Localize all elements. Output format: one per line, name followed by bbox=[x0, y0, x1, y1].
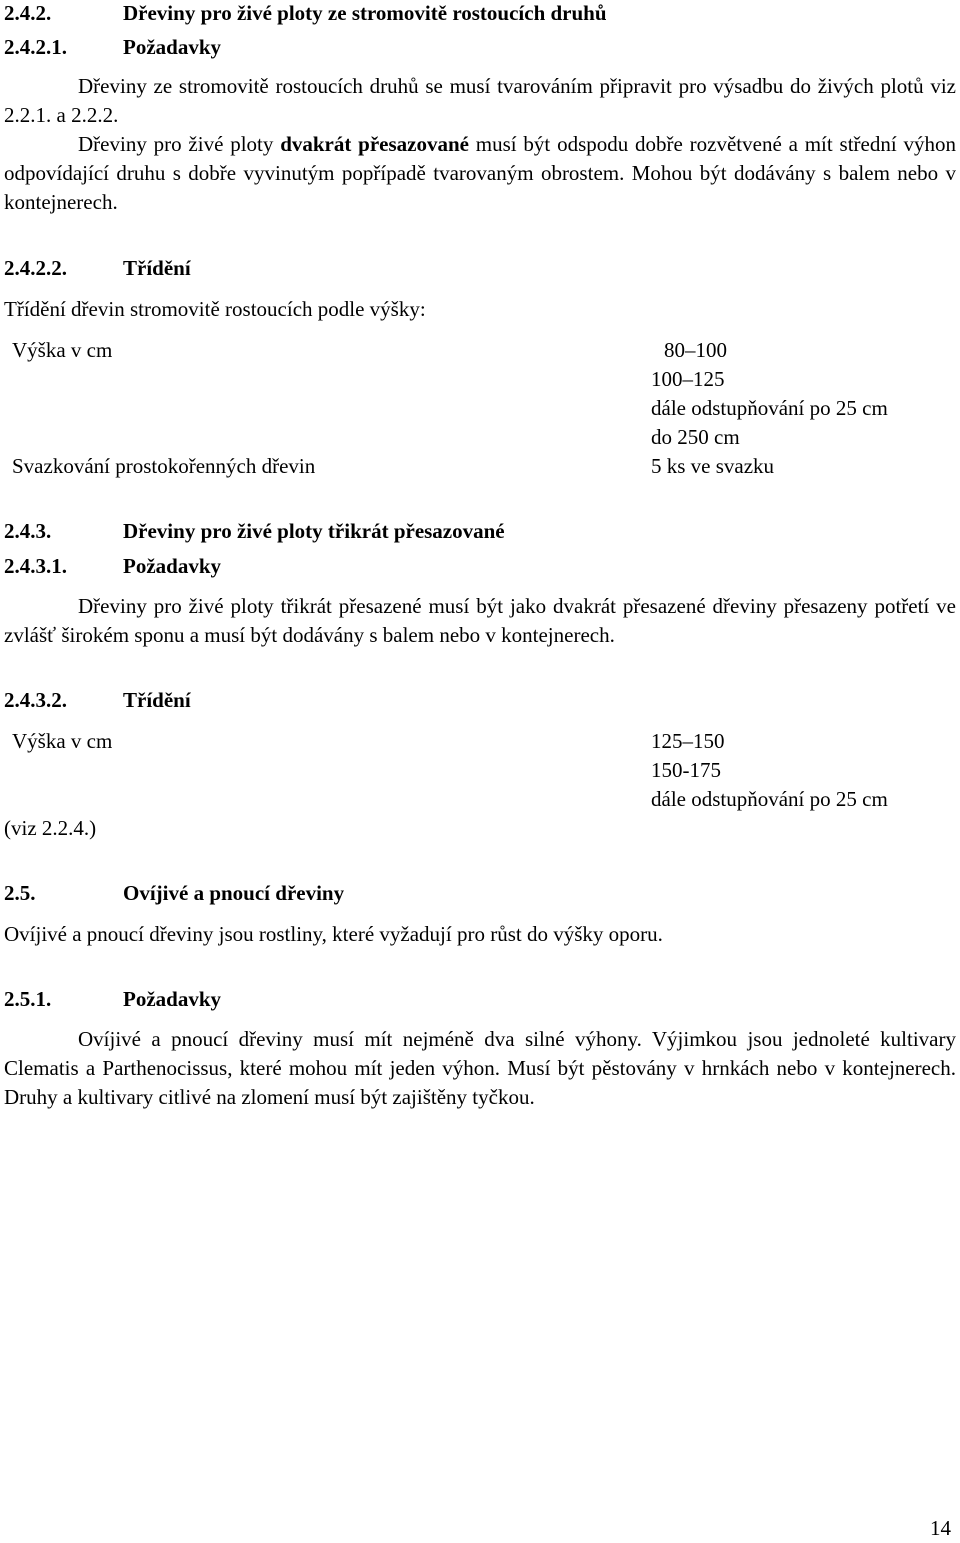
table1-value-bundling: 5 ks ve svazku bbox=[651, 454, 775, 478]
paragraph-text: Dřeviny pro živé ploty bbox=[78, 132, 281, 156]
emphasis-text: dvakrát přesazované bbox=[280, 132, 469, 156]
table1-value: dále odstupňování po 25 cm bbox=[651, 396, 888, 420]
paragraph-text: Dřeviny ze stromovitě rostoucích druhů se musí tvarováním připravit pro výsadbu do živých plotů viz 2.2.1. a 2.2.2. bbox=[4, 74, 956, 127]
section-number: 2.4.2.2. bbox=[4, 256, 67, 280]
table1-value: 80–100 bbox=[664, 338, 727, 362]
section-heading-2-4-2 bbox=[0, 0, 900, 28]
section-number: 2.4.2. bbox=[4, 1, 52, 25]
table1-label-bundling: Svazkování prostokořenných dřevin bbox=[12, 454, 316, 478]
section-number: 2.5. bbox=[4, 881, 36, 905]
paragraph-5: Ovíjivé a pnoucí dřeviny jsou rostliny, které vyžadují pro růst do výšky oporu. bbox=[4, 922, 663, 946]
section-heading-2-5 bbox=[0, 879, 900, 908]
section-number: 2.4.3.2. bbox=[4, 688, 67, 712]
table1-value: 100–125 bbox=[651, 367, 725, 391]
section-heading-2-4-3-1 bbox=[0, 552, 900, 581]
section-title: Ovíjivé a pnoucí dřeviny bbox=[123, 881, 345, 905]
table2-value: dále odstupňování po 25 cm bbox=[651, 787, 888, 811]
section-number: 2.4.3. bbox=[4, 519, 52, 543]
section-number: 2.4.3.1. bbox=[4, 554, 67, 578]
section-title: Požadavky bbox=[123, 554, 222, 578]
section-title: Požadavky bbox=[123, 987, 222, 1011]
paragraph-4 bbox=[4, 592, 956, 650]
paragraph-3: Třídění dřevin stromovitě rostoucích podle výšky: bbox=[4, 297, 426, 321]
table2-value: 150-175 bbox=[651, 758, 721, 782]
section-title: Třídění bbox=[123, 256, 191, 280]
section-heading-2-4-3-2 bbox=[0, 686, 900, 715]
section-heading-2-5-1 bbox=[0, 985, 900, 1014]
page-number: 14 bbox=[930, 1516, 951, 1540]
table2-value: 125–150 bbox=[651, 729, 725, 753]
section-heading-2-4-3 bbox=[0, 517, 900, 546]
section-title: Požadavky bbox=[123, 35, 222, 59]
paragraph-6 bbox=[4, 1025, 956, 1112]
section-heading-2-4-2-2 bbox=[0, 254, 900, 283]
table1-label-height: Výška v cm bbox=[12, 338, 113, 362]
paragraph-2 bbox=[4, 130, 956, 217]
paragraph-text: musí být odspodu dobře rozvětvené a mít střední výhon odpovídající druhu s dobře vyvinutým popřípadě tvarovaným obrostem. Mohou být dodávány s balem nebo v kontejnerech. bbox=[4, 132, 956, 214]
paragraph-text: Dřeviny pro živé ploty třikrát přesazené musí být jako dvakrát přesazené dřeviny přesazeny potřetí ve zvlášť širokém sponu a musí být dodávány s balem nebo v kontejnerech. bbox=[4, 594, 956, 647]
section-title: Dřeviny pro živé ploty ze stromovitě rostoucích druhů bbox=[123, 1, 607, 25]
paragraph-text: Ovíjivé a pnoucí dřeviny musí mít nejméně dva silné výhony. Výjimkou jsou jednoleté kultivary Clematis a Parthenocissus, které mohou mít jeden výhon. Musí být pěstovány v hrnkách nebo v kontejnerech. Druhy a kultivary citlivé na zlomení musí být zajištěny tyčkou. bbox=[4, 1027, 956, 1109]
section-heading-2-4-2-1 bbox=[0, 33, 900, 62]
table2-reference: (viz 2.2.4.) bbox=[4, 816, 97, 840]
table2-label-height: Výška v cm bbox=[12, 729, 113, 753]
section-title: Třídění bbox=[123, 688, 191, 712]
paragraph-1 bbox=[4, 72, 956, 130]
section-number: 2.4.2.1. bbox=[4, 35, 67, 59]
table1-value: do 250 cm bbox=[651, 425, 740, 449]
section-number: 2.5.1. bbox=[4, 987, 52, 1011]
section-title: Dřeviny pro živé ploty třikrát přesazované bbox=[123, 519, 505, 543]
